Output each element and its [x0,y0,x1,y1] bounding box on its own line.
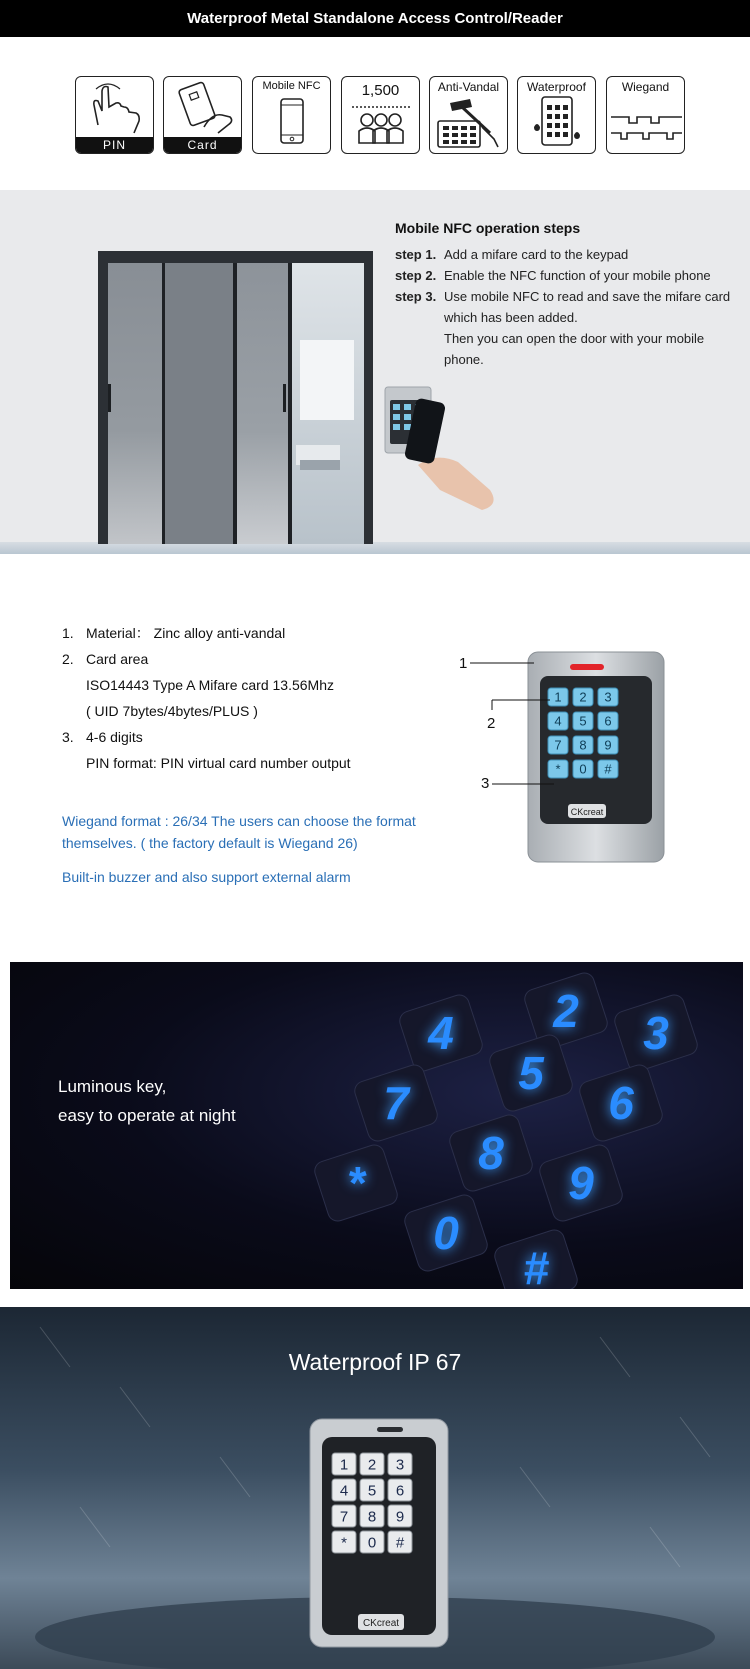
feature-label: Wiegand [621,80,670,94]
lum-key-label: 2 [553,985,579,1037]
key-label: 1 [339,1456,349,1474]
step-text: Use mobile NFC to read and save the mifare card which has been added. [444,289,731,325]
hand-touch-icon [76,77,154,139]
feature-label: Card [164,137,241,153]
feature-pin [75,76,154,154]
luminous-keys [312,970,700,1289]
key-label: 3 [604,689,612,705]
key-label: 1 [554,689,562,705]
key-label: * [341,1534,347,1552]
key-label: # [395,1534,405,1552]
wiegand-note: Wiegand format : 26/34 The users can choose the format themselves. ( the factory default is Wiegand 26) [62,813,416,851]
lum-key-label: 8 [478,1127,504,1179]
page-header: Waterproof Metal Standalone Access Control/Reader [0,0,750,37]
key-label: 7 [554,737,562,753]
spec-num: 2. [62,651,74,667]
spec-item-1 [62,620,482,646]
feature-label: Mobile NFC [262,80,321,92]
feature-wiegand [606,76,685,154]
brand-logo: CKcreat [362,1618,400,1629]
key-label: 7 [339,1508,349,1526]
feature-label: Anti-Vandal [437,80,500,94]
key-label: 5 [367,1482,377,1500]
key-label: 4 [339,1482,349,1500]
luminous-line-2: easy to operate at night [58,1106,236,1125]
key-label: 4 [554,713,562,729]
key-label: 2 [367,1456,377,1474]
keypad-product-image [450,640,680,890]
step-label: step 2. [395,268,437,283]
nfc-steps [395,218,735,370]
feature-icons-row [75,76,685,154]
key-label: 3 [395,1456,405,1474]
spec-text: 4-6 digits [86,729,143,745]
spec-num: 3. [62,729,74,745]
feature-anti-vandal [429,76,508,154]
callout-3: 3 [481,775,490,792]
brand-logo: CKcreat [570,807,604,817]
spec-sub: PIN format: PIN virtual card number output [86,755,351,771]
lum-key-label: 3 [643,1007,669,1059]
callout-2: 2 [487,715,496,732]
lum-key-label: 0 [433,1207,459,1259]
lum-key-label: * [347,1157,365,1209]
spec-item-2 [62,646,482,672]
step-text: Add a mifare card to the keypad [444,247,629,262]
spec-sub: ISO14443 Type A Mifare card 13.56Mhz [86,677,335,693]
lum-key-label: 5 [518,1047,544,1099]
key-label: 8 [579,737,587,753]
lum-key-label: 6 [608,1077,634,1129]
spec-sub: ( UID 7bytes/4bytes/PLUS ) [86,703,258,719]
feature-waterproof [517,76,596,154]
key-label: 0 [579,761,587,777]
feature-users [341,76,420,154]
waterproof-title: Waterproof IP 67 [288,1349,462,1375]
spec-item-3 [62,724,482,750]
hammer-icon [430,77,508,154]
nfc-step-2 [395,265,735,286]
lum-key-label: # [523,1242,549,1289]
note-text: Then you can open the door with your mobile phone. [444,331,705,367]
feature-card [163,76,242,154]
luminous-section [10,962,743,1289]
key-label: 6 [395,1482,405,1500]
feature-label: PIN [76,137,153,153]
spec-text: Card area [86,651,149,667]
step-label: step 3. [395,289,437,304]
key-label: # [604,761,612,777]
feature-label: Waterproof [527,80,586,94]
nfc-section [0,190,750,554]
mobile-phone-icon [253,77,331,154]
key-label: * [555,761,561,777]
waterproof-section [0,1307,750,1669]
key-label: 9 [395,1508,405,1526]
step-text: Enable the NFC function of your mobile phone [444,268,711,283]
lum-key-label: 4 [428,1007,454,1059]
key-label: 5 [579,713,587,729]
card-tap-icon [164,77,242,139]
wiegand-signal-icon [607,77,685,154]
lum-key-label: 9 [568,1157,594,1209]
spec-list [62,620,482,776]
water-keypad-icon [518,77,596,154]
key-label: 6 [604,713,612,729]
spec-text: Material： Zinc alloy anti-vandal [86,625,286,641]
key-label: 9 [604,737,612,753]
luminous-line-1: Luminous key, [58,1077,167,1096]
key-label: 2 [579,689,587,705]
step-label: step 1. [395,247,437,262]
luminous-caption [58,1072,236,1130]
users-icon [342,77,420,154]
nfc-step-3 [395,286,735,328]
buzzer-note: Built-in buzzer and also support external alarm [62,869,351,885]
feature-mobile-nfc [252,76,331,154]
callout-1: 1 [459,655,468,672]
nfc-step-1 [395,244,735,265]
nfc-note [395,328,735,370]
lum-key-label: 7 [383,1077,409,1129]
nfc-title: Mobile NFC operation steps [395,220,581,236]
key-label: 8 [367,1508,377,1526]
feature-label: 1,500 [361,82,400,99]
spec-num: 1. [62,625,74,641]
key-label: 0 [367,1534,377,1552]
